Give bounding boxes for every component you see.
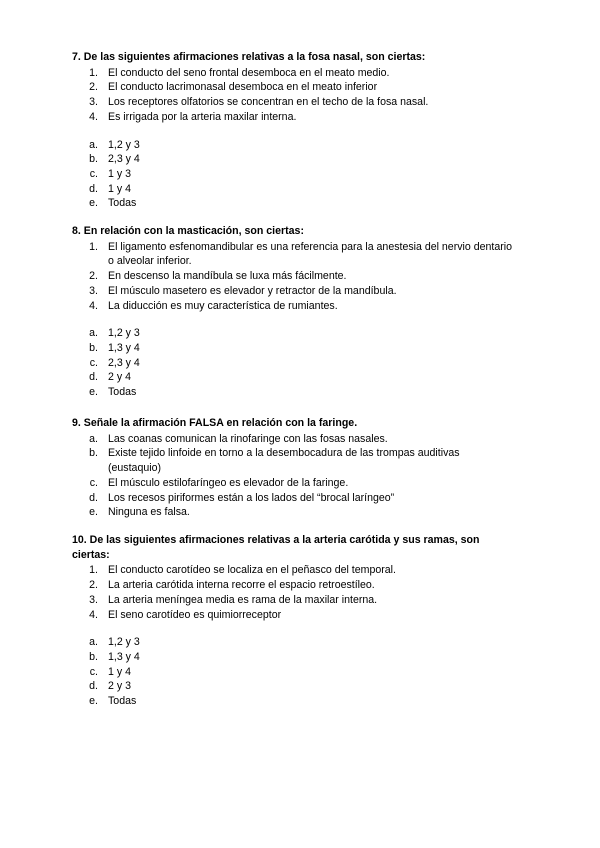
statement-item — [72, 563, 512, 578]
item-marker: 1. — [89, 564, 98, 577]
statement-list — [72, 240, 512, 314]
statement-item — [72, 608, 512, 623]
item-text: Todas — [108, 197, 137, 210]
item-text: 2,3 y 4 — [108, 356, 140, 369]
item-marker: e. — [89, 506, 98, 519]
statement-item — [72, 284, 512, 299]
item-text: La diducción es muy característica de rumiantes. — [108, 299, 338, 312]
option-list — [72, 635, 512, 709]
option-list — [72, 326, 512, 400]
option-item — [72, 635, 512, 650]
item-marker: 1. — [89, 240, 98, 253]
item-text: Las coanas comunican la rinofaringe con las fosas nasales. — [108, 432, 388, 445]
item-marker: 2. — [89, 579, 98, 592]
option-item — [72, 694, 512, 709]
item-marker: b. — [89, 153, 98, 166]
statement-list — [72, 66, 512, 125]
option-item — [72, 167, 512, 182]
item-marker: d. — [89, 680, 98, 693]
item-text: Todas — [108, 695, 137, 708]
option-item — [72, 370, 512, 385]
option-item — [72, 196, 512, 211]
item-marker: e. — [89, 386, 98, 399]
item-text: 1,2 y 3 — [108, 636, 140, 649]
question-title: 7. De las siguientes afirmaciones relativas a la fosa nasal, son ciertas: — [72, 51, 426, 63]
option-list — [72, 138, 512, 212]
item-text: El músculo estilofaríngeo es elevador de la faringe. — [108, 476, 349, 489]
question-title: 10. De las siguientes afirmaciones relativas a la arteria carótida y sus ramas, son ciertas: — [72, 534, 480, 561]
statement-item — [72, 578, 512, 593]
option-item — [72, 385, 512, 400]
option-item — [72, 650, 512, 665]
item-text: 2 y 3 — [108, 680, 131, 693]
item-marker: e. — [89, 197, 98, 210]
item-marker: 3. — [89, 96, 98, 109]
option-item — [72, 341, 512, 356]
item-text: Es irrigada por la arteria maxilar interna. — [108, 110, 297, 123]
statement-item — [72, 269, 512, 284]
item-marker: c. — [89, 167, 98, 180]
option-item — [72, 665, 512, 680]
question-8 — [72, 224, 512, 400]
item-text: La arteria carótida interna recorre el espacio retroestíleo. — [108, 579, 375, 592]
item-marker: a. — [89, 636, 98, 649]
item-marker: 4. — [89, 299, 98, 312]
item-marker: d. — [89, 182, 98, 195]
question-10 — [72, 533, 512, 709]
item-text: El seno carotídeo es quimiorreceptor — [108, 608, 282, 621]
question-9 — [72, 416, 512, 520]
option-item — [72, 326, 512, 341]
statement-item — [72, 110, 512, 125]
item-marker: e. — [89, 695, 98, 708]
item-text: 1,2 y 3 — [108, 138, 140, 151]
item-marker: 2. — [89, 81, 98, 94]
option-list — [72, 432, 512, 520]
item-text: 2,3 y 4 — [108, 153, 140, 166]
option-item — [72, 491, 512, 506]
statement-item — [72, 240, 512, 269]
item-marker: b. — [89, 650, 98, 663]
question-7 — [72, 50, 512, 211]
item-marker: 4. — [89, 110, 98, 123]
item-text: Ninguna es falsa. — [108, 506, 190, 519]
item-marker: 2. — [89, 270, 98, 283]
item-text: 2 y 4 — [108, 371, 131, 384]
item-marker: b. — [89, 341, 98, 354]
option-item — [72, 679, 512, 694]
item-text: 1,3 y 4 — [108, 650, 140, 663]
item-marker: 1. — [89, 66, 98, 79]
item-text: El músculo masetero es elevador y retractor de la mandíbula. — [108, 284, 397, 297]
item-text: El ligamento esfenomandibular es una referencia para la anestesia del nervio dentario o alveolar inferior. — [108, 240, 512, 268]
item-text: La arteria meníngea media es rama de la maxilar interna. — [108, 593, 378, 606]
item-text: Existe tejido linfoide en torno a la desembocadura de las trompas auditivas (eustaquio) — [108, 447, 460, 475]
statement-item — [72, 95, 512, 110]
option-item — [72, 138, 512, 153]
item-text: En descenso la mandíbula se luxa más fácilmente. — [108, 270, 347, 283]
item-text: 1 y 3 — [108, 167, 131, 180]
statement-item — [72, 593, 512, 608]
statement-list — [72, 563, 512, 622]
item-text: Los receptores olfatorios se concentran en el techo de la fosa nasal. — [108, 96, 429, 109]
statement-item — [72, 299, 512, 314]
option-item — [72, 356, 512, 371]
item-marker: c. — [89, 476, 98, 489]
item-text: 1,2 y 3 — [108, 327, 140, 340]
statement-item — [72, 80, 512, 95]
item-text: Los recesos piriformes están a los lados del “brocal laríngeo” — [108, 491, 395, 504]
item-marker: a. — [89, 138, 98, 151]
option-item — [72, 432, 512, 447]
option-item — [72, 476, 512, 491]
item-marker: a. — [89, 327, 98, 340]
item-marker: a. — [89, 432, 98, 445]
option-item — [72, 182, 512, 197]
item-marker: c. — [89, 665, 98, 678]
item-text: 1 y 4 — [108, 665, 131, 678]
item-marker: d. — [89, 371, 98, 384]
item-marker: d. — [89, 491, 98, 504]
option-item — [72, 446, 512, 475]
item-text: El conducto lacrimonasal desemboca en el meato inferior — [108, 81, 378, 94]
item-text: Todas — [108, 386, 137, 399]
item-marker: b. — [89, 447, 98, 460]
question-title: 8. En relación con la masticación, son ciertas: — [72, 225, 304, 237]
item-marker: 3. — [89, 593, 98, 606]
item-text: 1,3 y 4 — [108, 341, 140, 354]
item-marker: 3. — [89, 284, 98, 297]
question-title: 9. Señale la afirmación FALSA en relación con la faringe. — [72, 417, 358, 429]
statement-item — [72, 66, 512, 81]
item-text: El conducto carotídeo se localiza en el peñasco del temporal. — [108, 564, 396, 577]
option-item — [72, 152, 512, 167]
item-text: El conducto del seno frontal desemboca en el meato medio. — [108, 66, 390, 79]
option-item — [72, 505, 512, 520]
item-marker: c. — [89, 356, 98, 369]
item-marker: 4. — [89, 608, 98, 621]
item-text: 1 y 4 — [108, 182, 131, 195]
